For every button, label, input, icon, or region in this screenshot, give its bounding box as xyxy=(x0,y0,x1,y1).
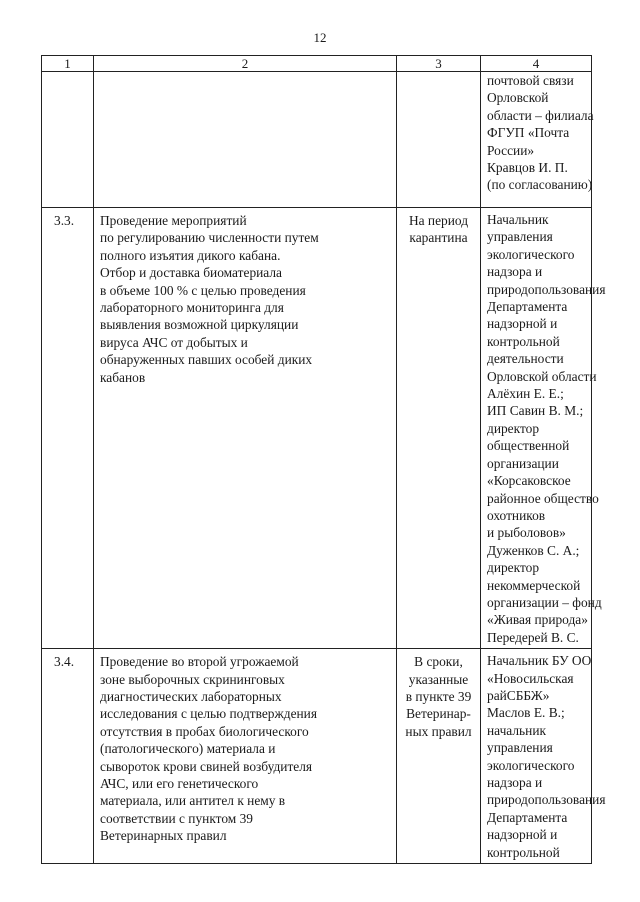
header-col-3: 3 xyxy=(397,56,481,72)
cell-line: Передерей В. С. xyxy=(487,629,579,645)
cell-line: надзора и xyxy=(487,775,543,790)
term-cell xyxy=(397,649,481,864)
term-cell xyxy=(397,208,481,649)
cell-line: Ветеринар- xyxy=(406,706,471,722)
cell-line: зоне выборочных скрининговых xyxy=(100,671,285,687)
cell-line: вируса АЧС от добытых и xyxy=(100,334,248,350)
cell-line: На период xyxy=(408,213,469,228)
responsible-cell xyxy=(481,649,606,864)
cell-line: управления xyxy=(487,229,553,245)
cell-line: районное общество xyxy=(487,490,599,506)
cell-line: Департамента xyxy=(487,299,568,315)
cell-line: природопользования xyxy=(487,281,606,297)
cell-line: ИП Савин В. М.; xyxy=(487,403,584,419)
cell-line: России» xyxy=(487,142,535,158)
header-col-2: 2 xyxy=(94,56,397,72)
cell-line: области – филиала xyxy=(487,107,594,123)
cell-line: АЧС, или его генетического xyxy=(100,776,259,791)
cell-line: материала, или антител к нему в xyxy=(100,793,286,809)
cell-line: директор xyxy=(487,420,540,436)
cell-line: «Корсаковское xyxy=(487,473,571,489)
cell-line: Кравцов И. П. xyxy=(487,160,568,176)
cell-line: Орловской области xyxy=(487,368,597,384)
row-number-cell: 3.3. xyxy=(42,208,94,649)
row-number-cell xyxy=(42,72,94,208)
cell-line: организации – фонд xyxy=(487,594,602,610)
cell-line: ФГУП «Почта xyxy=(487,125,570,141)
cell-line: организации xyxy=(487,455,559,471)
cell-line: «Новосильская xyxy=(487,670,574,686)
responsible-cell xyxy=(481,208,606,649)
cell-line: (патологического) материала и xyxy=(100,741,276,757)
cell-line: надзорной и xyxy=(487,316,558,332)
cell-line: соответствии с пунктом 39 xyxy=(100,810,253,826)
header-col-1: 1 xyxy=(42,56,94,72)
cell-line: деятельности xyxy=(487,351,564,367)
cell-line: Начальник БУ ОО xyxy=(487,653,592,669)
cell-line: кабанов xyxy=(100,369,146,385)
cell-line: райСББЖ» xyxy=(487,687,550,703)
cell-line: контрольной xyxy=(487,844,560,860)
cell-line: по регулированию численности путем xyxy=(100,230,319,246)
cell-line: Маслов Е. В.; xyxy=(487,705,565,721)
cell-line: лабораторного мониторинга для xyxy=(100,300,284,316)
cell-line: природопользования xyxy=(487,792,606,808)
cell-line: Начальник xyxy=(487,212,549,227)
cell-line: в объеме 100 % с целью проведения xyxy=(100,282,306,298)
cell-line: надзора и xyxy=(487,264,543,280)
cell-line: Департамента xyxy=(487,809,568,825)
cell-line: сывороток крови свиней возбудителя xyxy=(100,758,313,774)
cell-line: в пункте 39 xyxy=(405,688,472,704)
cell-line: начальник xyxy=(487,722,546,738)
cell-line: Отбор и доставка биоматериала xyxy=(100,265,282,281)
cell-line: отсутствия в пробах биологического xyxy=(100,723,309,739)
cell-line: Орловской xyxy=(487,90,549,106)
cell-line: исследования с целью подтверждения xyxy=(100,706,318,722)
table-header-row xyxy=(42,56,592,72)
cell-line: обнаруженных павших особей диких xyxy=(100,352,313,368)
plan-table xyxy=(41,55,606,864)
cell-line: полного изъятия дикого кабана. xyxy=(100,247,281,263)
cell-line: экологического xyxy=(487,757,575,773)
cell-line: управления xyxy=(487,740,553,756)
term-cell xyxy=(397,72,481,208)
cell-line: надзорной и xyxy=(487,827,558,843)
table-row xyxy=(42,208,592,649)
cell-line: диагностических лабораторных xyxy=(100,688,282,704)
activity-cell xyxy=(94,72,397,208)
cell-line: директор xyxy=(487,560,540,576)
cell-line: «Живая природа» xyxy=(487,612,588,628)
cell-line: указанные xyxy=(408,671,469,687)
cell-line: (по согласованию) xyxy=(487,177,593,193)
cell-line: Проведение мероприятий xyxy=(100,213,247,228)
header-col-4: 4 xyxy=(481,56,592,72)
cell-line: карантина xyxy=(409,230,468,246)
cell-line: Ветеринарных правил xyxy=(100,828,227,844)
cell-line: охотников xyxy=(487,507,546,523)
cell-line: экологического xyxy=(487,246,575,262)
cell-line: Алёхин Е. Е.; xyxy=(487,386,564,402)
responsible-cell xyxy=(481,72,592,208)
row-number-cell: 3.4. xyxy=(42,649,94,864)
cell-line: общественной xyxy=(487,438,570,454)
cell-line: В сроки, xyxy=(414,654,463,670)
cell-line: Дуженков С. А.; xyxy=(487,542,580,558)
cell-line: выявления возможной циркуляции xyxy=(100,317,299,333)
cell-line: почтовой связи xyxy=(487,73,574,88)
cell-line: Проведение во второй угрожаемой xyxy=(100,654,299,670)
activity-cell xyxy=(94,649,397,864)
table-row xyxy=(42,649,592,864)
table-row xyxy=(42,72,592,208)
cell-line: ных правил xyxy=(405,723,472,739)
cell-line: и рыболовов» xyxy=(487,525,566,541)
cell-line: некоммерческой xyxy=(487,577,581,593)
page-number: 12 xyxy=(313,30,327,45)
cell-line: контрольной xyxy=(487,333,560,349)
activity-cell xyxy=(94,208,397,649)
